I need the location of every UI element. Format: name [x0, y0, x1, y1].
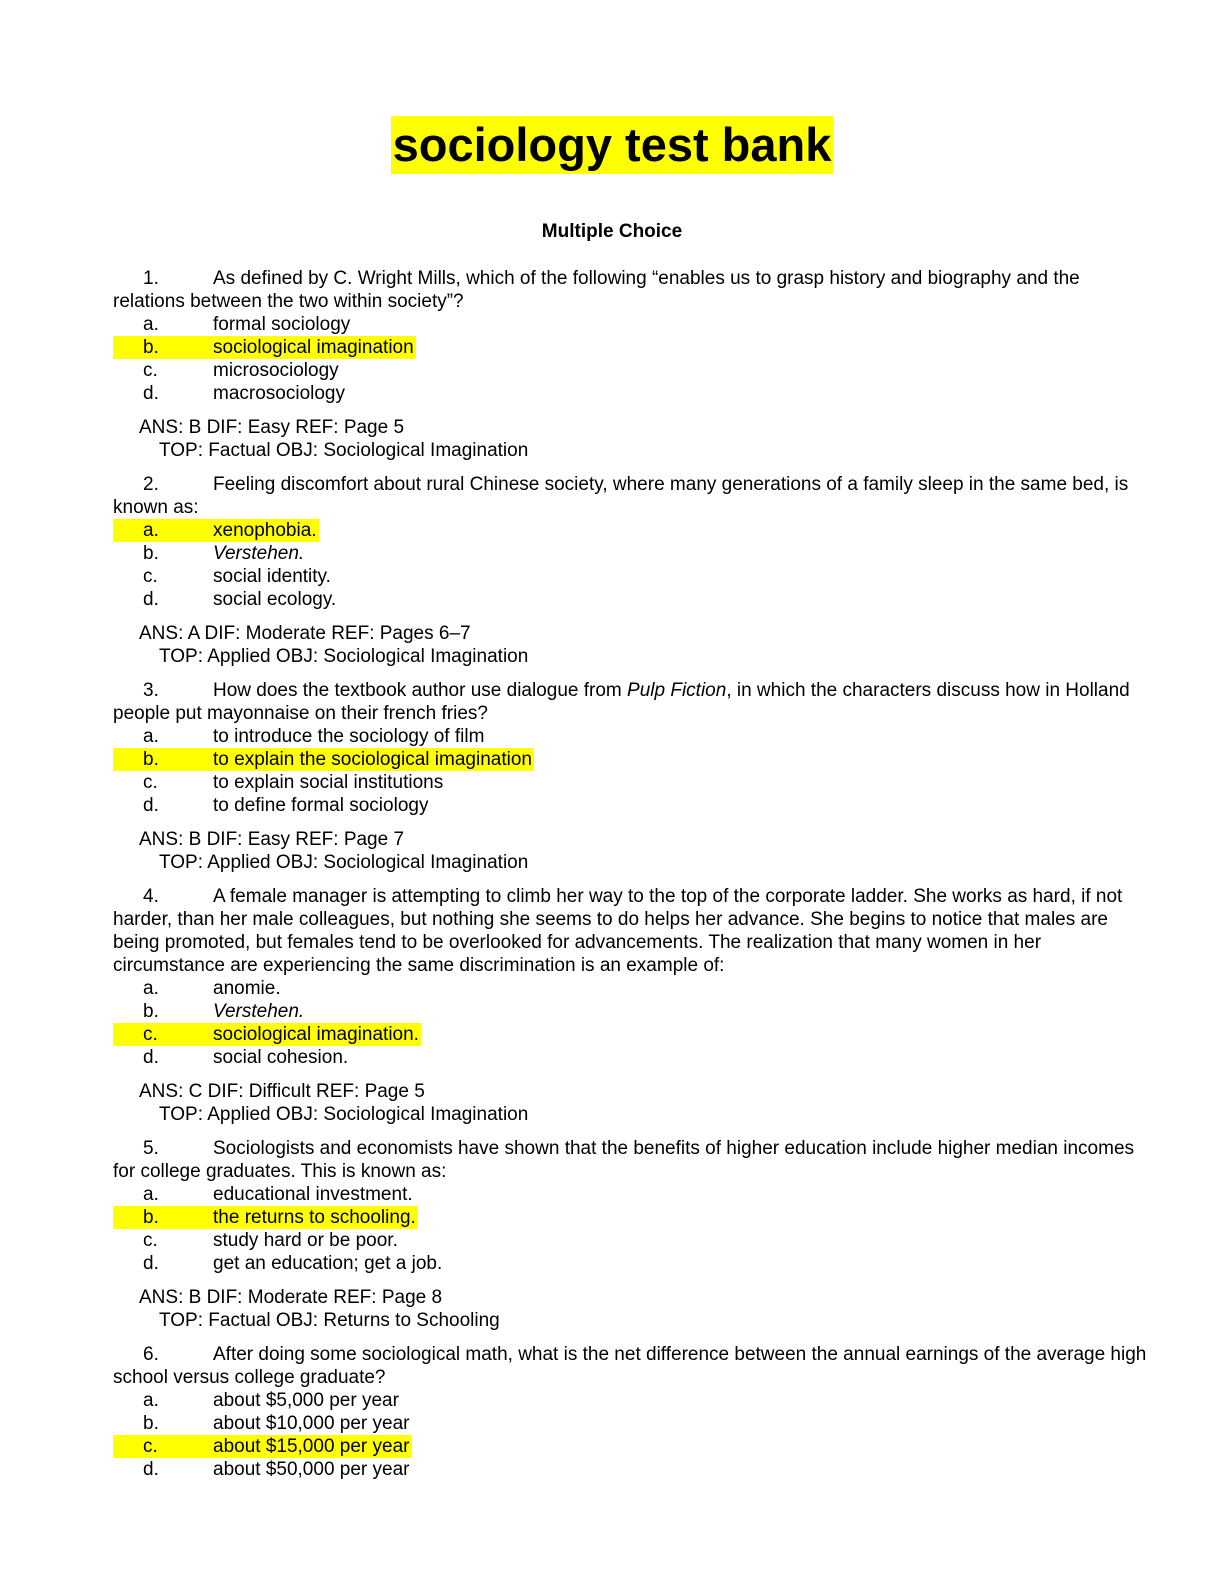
option-b: b. Verstehen. — [143, 1001, 305, 1022]
answer-line: ANS: A DIF: Moderate REF: Pages 6–7 — [139, 623, 471, 644]
answer-line: ANS: B DIF: Easy REF: Page 5 — [139, 417, 405, 438]
question-number: 5. — [143, 1138, 159, 1159]
answer-line: ANS: C DIF: Difficult REF: Page 5 — [139, 1081, 425, 1102]
option-b-correct: b. sociological imagination — [113, 336, 416, 359]
option-b-correct: b. the returns to schooling. — [113, 1206, 418, 1229]
question-stem-pre: How does the textbook author use dialogue from — [213, 680, 628, 701]
option-b-correct: b. to explain the sociological imagination — [113, 748, 534, 771]
option-a: a. anomie. — [143, 978, 281, 999]
question-number: 2. — [143, 474, 159, 495]
option-a-correct: a. xenophobia. — [113, 519, 319, 542]
option-c-correct: c. sociological imagination. — [113, 1023, 421, 1046]
option-a: a. to introduce the sociology of film — [143, 726, 485, 747]
question-6 — [113, 1343, 1153, 1481]
option-d: d. macrosociology — [143, 383, 345, 404]
topic-line: TOP: Factual OBJ: Sociological Imagination — [159, 440, 529, 461]
option-d: d. social ecology. — [143, 589, 337, 610]
question-stem: A female manager is attempting to climb her way to the top of the corporate ladder. She works as hard, if not harder, than her male colleagues, but nothing she seems to do helps her advance. She begins to notice that males are being promoted, but females tend to be overlooked for advancements. The realization that many women in her circumstance are experiencing the same discrimination is an example of: — [113, 886, 1123, 976]
question-1 — [113, 267, 1153, 462]
answer-line: ANS: B DIF: Easy REF: Page 7 — [139, 829, 405, 850]
question-stem: After doing some sociological math, what is the net difference between the annual earnings of the average high school versus college graduate? — [113, 1344, 1147, 1388]
question-number: 1. — [143, 268, 159, 289]
topic-line: TOP: Factual OBJ: Returns to Schooling — [159, 1310, 500, 1331]
topic-line: TOP: Applied OBJ: Sociological Imagination — [159, 852, 529, 873]
option-d: d. to define formal sociology — [143, 795, 429, 816]
question-5 — [113, 1137, 1153, 1332]
question-stem-post: , in which the characters discuss how in Holland people put mayonnaise on their french fries? — [113, 680, 1130, 724]
option-c: c. to explain social institutions — [143, 772, 444, 793]
question-4 — [113, 885, 1153, 1126]
option-d: d. about $50,000 per year — [143, 1459, 410, 1480]
question-3 — [113, 679, 1153, 874]
answer-line: ANS: B DIF: Moderate REF: Page 8 — [139, 1287, 443, 1308]
question-stem: As defined by C. Wright Mills, which of the following “enables us to grasp history and biography and the relations between the two within society”? — [113, 268, 1080, 312]
question-list — [113, 267, 1153, 1492]
option-a: a. formal sociology — [143, 314, 351, 335]
option-c: c. study hard or be poor. — [143, 1230, 398, 1251]
question-number: 4. — [143, 886, 159, 907]
topic-line: TOP: Applied OBJ: Sociological Imagination — [159, 646, 529, 667]
option-a: a. educational investment. — [143, 1184, 413, 1205]
section-heading: Multiple Choice — [541, 221, 683, 242]
option-c: c. microsociology — [143, 360, 339, 381]
topic-line: TOP: Applied OBJ: Sociological Imagination — [159, 1104, 529, 1125]
option-d: d. get an education; get a job. — [143, 1253, 443, 1274]
option-c: c. social identity. — [143, 566, 331, 587]
question-number: 6. — [143, 1344, 159, 1365]
document-title: sociology test bank — [391, 116, 834, 174]
option-b: b. about $10,000 per year — [143, 1413, 410, 1434]
option-b: b. Verstehen. — [143, 543, 305, 564]
option-d: d. social cohesion. — [143, 1047, 349, 1068]
question-number: 3. — [143, 680, 159, 701]
option-c-correct: c. about $15,000 per year — [113, 1435, 412, 1458]
question-stem: Sociologists and economists have shown that the benefits of higher education include higher median incomes for college graduates. This is known as: — [113, 1138, 1135, 1182]
question-2 — [113, 473, 1153, 668]
option-a: a. about $5,000 per year — [143, 1390, 399, 1411]
question-stem: Feeling discomfort about rural Chinese society, where many generations of a family sleep in the same bed, is known as: — [113, 474, 1129, 518]
question-stem-title: Pulp Fiction — [627, 680, 727, 701]
